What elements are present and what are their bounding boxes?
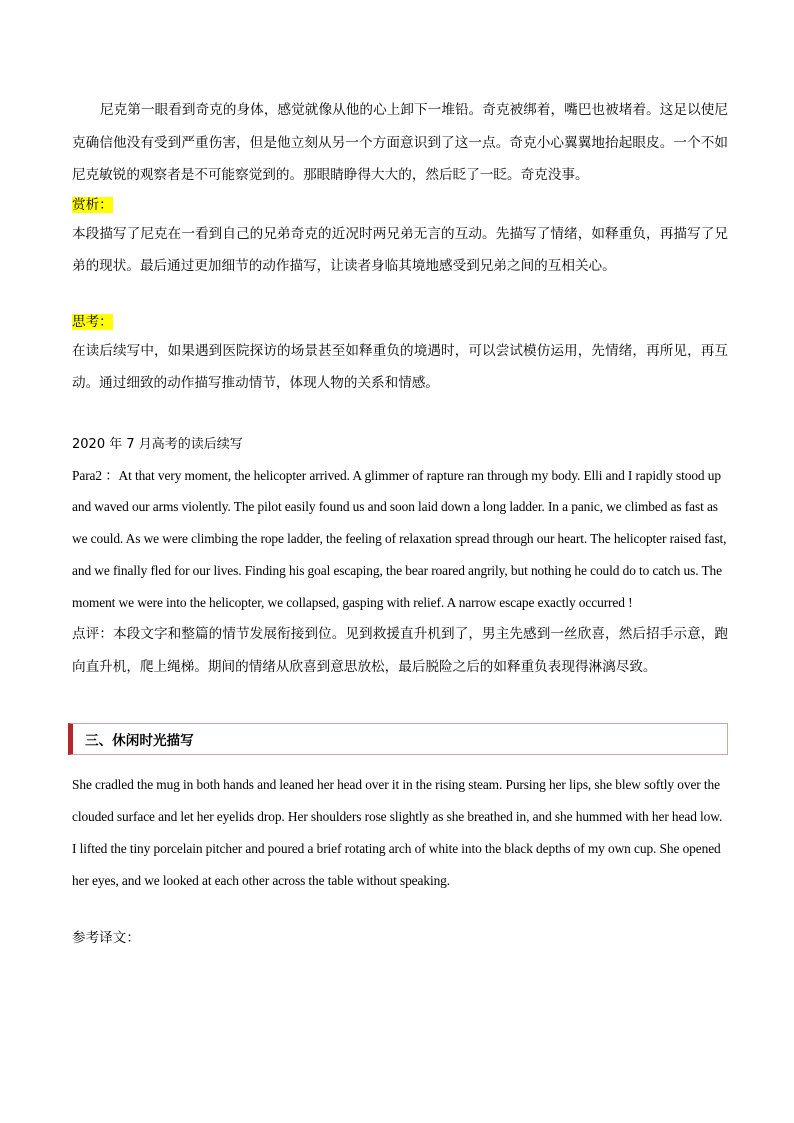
thinking-label [72,309,728,335]
reference-translation-label: 参考译文： [72,929,140,946]
appreciation-label-highlight: 赏析： [72,196,113,213]
exam-comment: 点评：本段文字和整篇的情节发展衔接到位。见到救援直升机到了，男主先感到一丝欣喜，然后招手示意，跑向直升机，爬上绳梯。期间的情绪从欣喜到意思放松，最后脱险之后的如释重负表现得淋漓尽致。 [72,626,728,675]
document-page [72,94,728,953]
thinking-label-highlight: 思考： [72,313,113,330]
intro-paragraph: 尼克第一眼看到奇克的身体，感觉就像从他的心上卸下一堆铅。奇克被绑着，嘴巴也被堵着。这足以使尼克确信他没有受到严重伤害，但是他立刻从另一个方面意识到了这一点。奇克小心翼翼地抬起眼皮。一个不如尼克敏锐的观察者是不可能察觉到的。那眼睛睁得大大的，然后眨了一眨。奇克没事。 [72,102,728,183]
exam-paragraph: Para2 ：At that very moment, the helicopter arrived. A glimmer of rapture ran through my body. Elli and I rapidly stood up and waved our arms violently. The pilot easily found us and soon laid down a long ladder. In a panic, we climbed as fast as we could. As we were climbing the rope ladder, the feeling of relaxation spread through our heart. The helicopter raised fast, and we finally fled for our lives. Finding his goal escaping, the bear roared angrily, but nothing he could do to catch us. The moment we were into the helicopter, we collapsed, gasping with relief. A narrow escape exactly occurred ! [72,467,727,610]
thinking-text: 在读后续写中，如果遇到医院探访的场景甚至如释重负的境遇时，可以尝试模仿运用，先情绪，再所见，再互动。通过细致的动作描写推动情节，体现人物的关系和情感。 [72,342,728,391]
appreciation-label [72,192,728,218]
exam-title: 2020 年 7 月高考的读后续写 [72,436,243,452]
section-heading: 三、休闲时光描写 [85,733,194,750]
spacer [72,283,728,309]
section-heading-box [68,723,728,755]
spacer [72,400,728,426]
section-paragraph: She cradled the mug in both hands and leaned her head over it in the rising steam. Pursing her lips, she blew softly over the clouded surface and let her eyelids drop. Her shoulders rose slightly as she breathed in, and she hummed with her head low. I lifted the tiny porcelain pitcher and poured a brief rotating arch of white into the black depths of my own cup. She opened her eyes, and we looked at each other across the table without speaking. [72,777,723,888]
appreciation-text: 本段描写了尼克在一看到自己的兄弟奇克的近况时两兄弟无言的互动。先描写了情绪，如释重负，再描写了兄弟的现状。最后通过更加细节的动作描写，让读者身临其境地感受到兄弟之间的互相关心。 [72,225,728,274]
